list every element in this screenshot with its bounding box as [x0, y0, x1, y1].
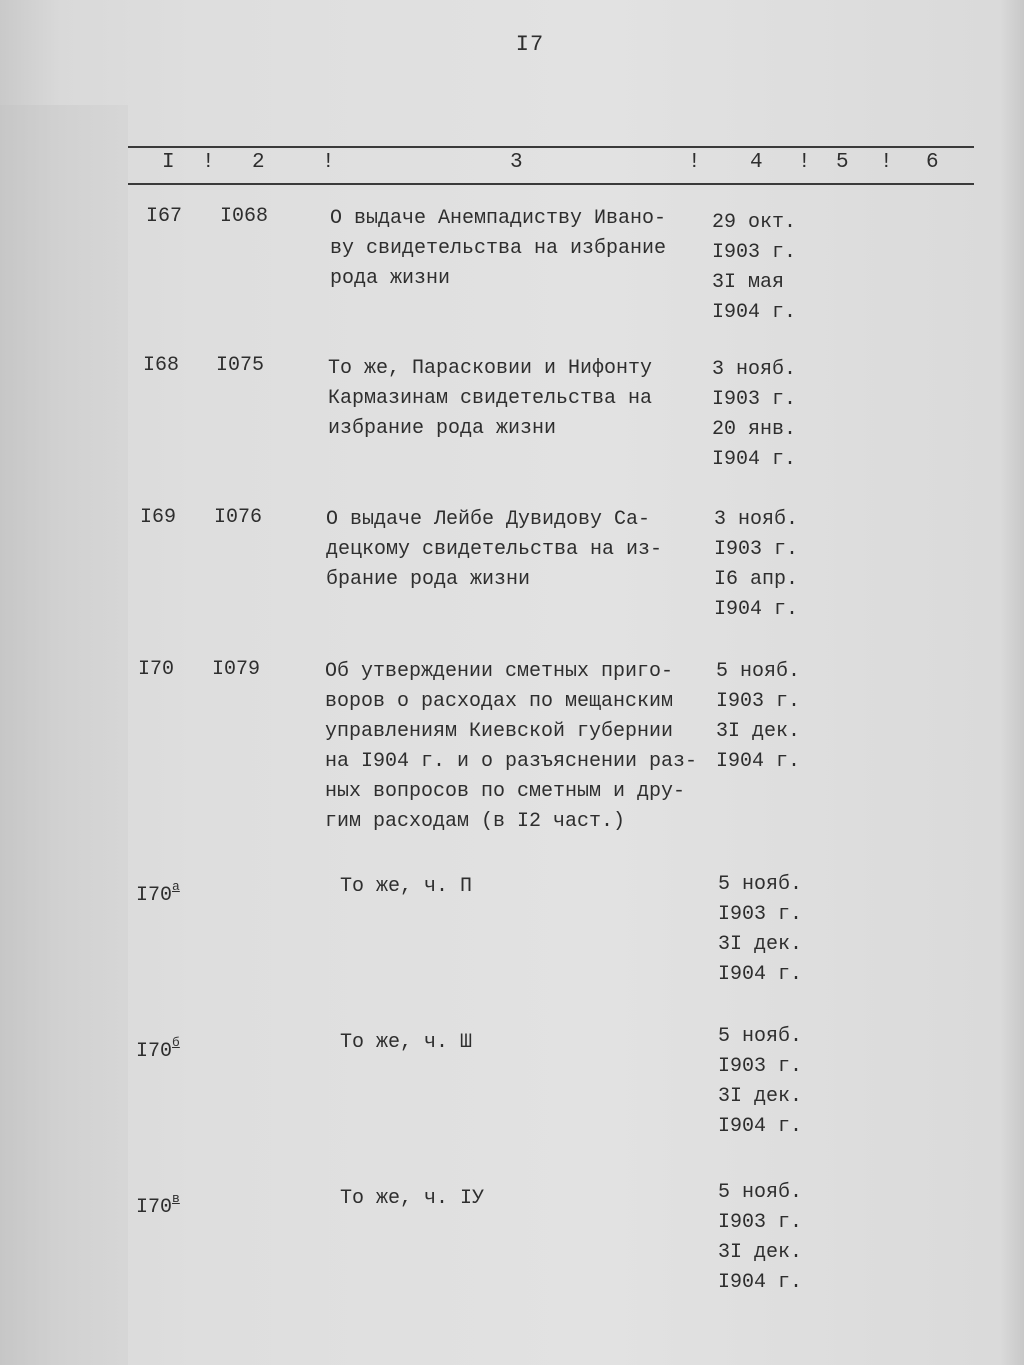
entry-dates: 29 окт. I903 г. 3I мая I904 г.	[712, 211, 797, 324]
entry-description: То же, ч. Ш	[340, 1031, 473, 1054]
entry-number: I70	[138, 658, 175, 681]
entry-dates: 5 нояб. I903 г. 3I дек. I904 г.	[718, 873, 803, 986]
entry-register-number: I079	[212, 658, 261, 681]
entry-dates: 3 нояб. I903 г. I6 апр. I904 г.	[714, 508, 799, 621]
entry-description: О выдаче Анемпадиству Ивано- ву свидетельства на избрание рода жизни	[330, 207, 667, 290]
entry-number: I67	[146, 205, 183, 228]
entry-number-suffix: в	[172, 1191, 180, 1206]
entry-dates: 5 нояб. I903 г. 3I дек. I904 г.	[716, 660, 801, 773]
header-separator: !	[202, 151, 215, 174]
entry-description: То же, ч. IУ	[340, 1187, 485, 1210]
header-bottom-rule	[128, 183, 974, 185]
entry-dates: 5 нояб. I903 г. 3I дек. I904 г.	[718, 1025, 803, 1138]
header-separator: !	[880, 151, 893, 174]
entry-number: I69	[140, 506, 177, 529]
entry-description: О выдаче Лейбе Дувидову Са- децкому свидетельства на из- брание рода жизни	[326, 508, 663, 591]
entry-dates: 5 нояб. I903 г. 3I дек. I904 г.	[718, 1181, 803, 1294]
entry-register-number: I068	[220, 205, 269, 228]
entry-register-number: I076	[214, 506, 263, 529]
header-col-3: 3	[510, 151, 523, 174]
header-separator: !	[798, 151, 811, 174]
entry-number-base: I70	[136, 884, 173, 907]
header-col-4: 4	[750, 151, 763, 174]
entry-dates: 3 нояб. I903 г. 20 янв. I904 г.	[712, 358, 797, 471]
entry-number	[136, 872, 206, 911]
header-col-1: I	[162, 151, 175, 174]
header-separator: !	[688, 151, 701, 174]
entry-number	[136, 1184, 206, 1223]
entry-number	[136, 1028, 206, 1067]
entry-number-suffix: а	[172, 879, 180, 894]
header-col-6: 6	[926, 151, 939, 174]
entry-number-suffix: б	[172, 1035, 180, 1050]
header-col-5: 5	[836, 151, 849, 174]
entry-number-base: I70	[136, 1196, 173, 1219]
entry-number: I68	[143, 354, 180, 377]
header-separator: !	[322, 151, 335, 174]
previous-page-edge	[0, 105, 128, 1365]
page-number: I7	[515, 32, 545, 57]
entry-description: То же, Парасковии и Нифонту Кармазинам свидетельства на избрание рода жизни	[328, 357, 653, 440]
entry-register-number: I075	[216, 354, 265, 377]
entry-description: То же, ч. П	[340, 875, 473, 898]
header-col-2: 2	[252, 151, 265, 174]
entry-number-base: I70	[136, 1040, 173, 1063]
entry-description: Об утверждении сметных приго- воров о расходах по мещанским управлениям Киевской губернии на I904 г. и о разъяснении раз- ных вопросов по сметным и дру- гим расходам (в I2 част.)	[325, 660, 698, 833]
